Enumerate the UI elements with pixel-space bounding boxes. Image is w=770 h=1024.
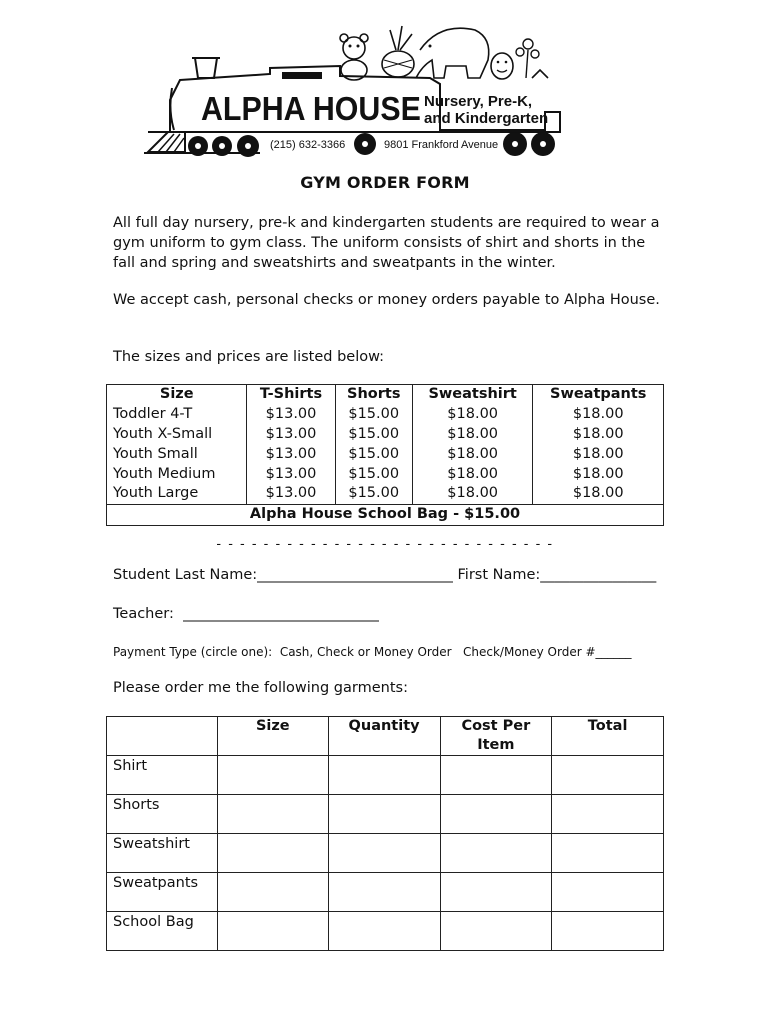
order-row <box>107 912 664 951</box>
price-cell: $13.00 <box>247 425 335 445</box>
price-size-label: Youth Large <box>107 484 247 504</box>
payment-note: We accept cash, personal checks or money orders payable to Alpha House. <box>113 292 660 308</box>
order-item-label: Shorts <box>107 795 218 834</box>
sizes-note: The sizes and prices are listed below: <box>113 349 385 365</box>
order-row <box>107 873 664 912</box>
order-total-cell[interactable] <box>552 912 664 951</box>
order-quantity-cell[interactable] <box>328 795 440 834</box>
order-cost-cell[interactable] <box>440 756 552 795</box>
price-cell: $13.00 <box>247 484 335 504</box>
price-cell: $15.00 <box>335 405 412 425</box>
price-row <box>107 425 664 445</box>
price-size-label: Youth Small <box>107 444 247 464</box>
price-cell: $18.00 <box>533 444 664 464</box>
price-cell: $18.00 <box>533 425 664 445</box>
order-cost-cell[interactable] <box>440 795 552 834</box>
divider: - - - - - - - - - - - - - - - - - - - - - - - - - - - - - <box>216 537 554 552</box>
order-header-size: Size <box>217 717 328 756</box>
order-header-quantity: Quantity <box>328 717 440 756</box>
order-table-header <box>107 717 664 756</box>
brand-subtitle-line2: and Kindergarten <box>424 110 549 127</box>
student-name-field[interactable]: Student Last Name:___________________________ First Name:________________ <box>113 567 657 583</box>
price-header-sweatshirt: Sweatshirt <box>412 385 533 405</box>
order-header-total: Total <box>552 717 664 756</box>
brand-subtitle-line1: Nursery, Pre-K, <box>424 93 533 110</box>
price-header-shorts: Shorts <box>335 385 412 405</box>
order-size-cell[interactable] <box>217 795 328 834</box>
order-table <box>106 716 664 951</box>
price-cell: $18.00 <box>533 405 664 425</box>
order-row <box>107 756 664 795</box>
order-total-cell[interactable] <box>552 756 664 795</box>
price-cell: $18.00 <box>412 405 533 425</box>
brand-subtitle <box>424 93 548 127</box>
price-cell: $15.00 <box>335 444 412 464</box>
order-item-label: Sweatpants <box>107 873 218 912</box>
price-cell: $15.00 <box>335 484 412 504</box>
order-total-cell[interactable] <box>552 795 664 834</box>
price-header-size: Size <box>107 385 247 405</box>
price-cell: $13.00 <box>247 464 335 484</box>
price-size-label: Youth X-Small <box>107 425 247 445</box>
order-size-cell[interactable] <box>217 756 328 795</box>
price-cell: $15.00 <box>335 464 412 484</box>
price-cell: $18.00 <box>412 484 533 504</box>
school-bag-price: Alpha House School Bag - $15.00 <box>107 504 664 525</box>
order-row <box>107 795 664 834</box>
order-quantity-cell[interactable] <box>328 912 440 951</box>
price-table <box>106 384 664 526</box>
order-total-cell[interactable] <box>552 873 664 912</box>
payment-type-field[interactable]: Payment Type (circle one): Cash, Check or Money Order Check/Money Order #______ <box>113 645 632 659</box>
price-row <box>107 484 664 504</box>
order-item-label: Shirt <box>107 756 218 795</box>
price-header-tshirts: T-Shirts <box>247 385 335 405</box>
price-row <box>107 444 664 464</box>
price-cell: $18.00 <box>533 484 664 504</box>
order-quantity-cell[interactable] <box>328 873 440 912</box>
form-title: GYM ORDER FORM <box>300 173 470 192</box>
brand-name: ALPHA HOUSE <box>201 90 421 127</box>
price-cell: $18.00 <box>412 425 533 445</box>
price-size-label: Toddler 4-T <box>107 405 247 425</box>
price-row <box>107 405 664 425</box>
order-cost-cell[interactable] <box>440 912 552 951</box>
order-header-cost: Cost Per Item <box>440 717 552 756</box>
order-size-cell[interactable] <box>217 912 328 951</box>
price-cell: $13.00 <box>247 405 335 425</box>
price-cell: $15.00 <box>335 425 412 445</box>
order-item-label: School Bag <box>107 912 218 951</box>
teacher-field[interactable]: Teacher: ___________________________ <box>113 606 379 622</box>
price-cell: $18.00 <box>412 444 533 464</box>
street-address: 9801 Frankford Avenue <box>384 139 499 151</box>
order-intro: Please order me the following garments: <box>113 680 408 696</box>
order-header-blank <box>107 717 218 756</box>
price-table-header <box>107 385 664 405</box>
order-total-cell[interactable] <box>552 834 664 873</box>
intro-paragraph: All full day nursery, pre-k and kindergarten students are required to wear a gym uniform to gym class. The uniform consists of shirt and shorts in the fall and spring and sweatshirts and sweatpants in the winter. <box>113 215 660 271</box>
order-quantity-cell[interactable] <box>328 756 440 795</box>
order-size-cell[interactable] <box>217 873 328 912</box>
price-cell: $18.00 <box>412 464 533 484</box>
price-header-sweatpants: Sweatpants <box>533 385 664 405</box>
price-cell: $18.00 <box>533 464 664 484</box>
price-row <box>107 464 664 484</box>
price-cell: $13.00 <box>247 444 335 464</box>
order-cost-cell[interactable] <box>440 834 552 873</box>
order-row <box>107 834 664 873</box>
order-item-label: Sweatshirt <box>107 834 218 873</box>
order-cost-cell[interactable] <box>440 873 552 912</box>
price-size-label: Youth Medium <box>107 464 247 484</box>
school-bag-row <box>107 504 664 525</box>
phone-number: (215) 632-3366 <box>270 139 346 151</box>
order-quantity-cell[interactable] <box>328 834 440 873</box>
order-size-cell[interactable] <box>217 834 328 873</box>
